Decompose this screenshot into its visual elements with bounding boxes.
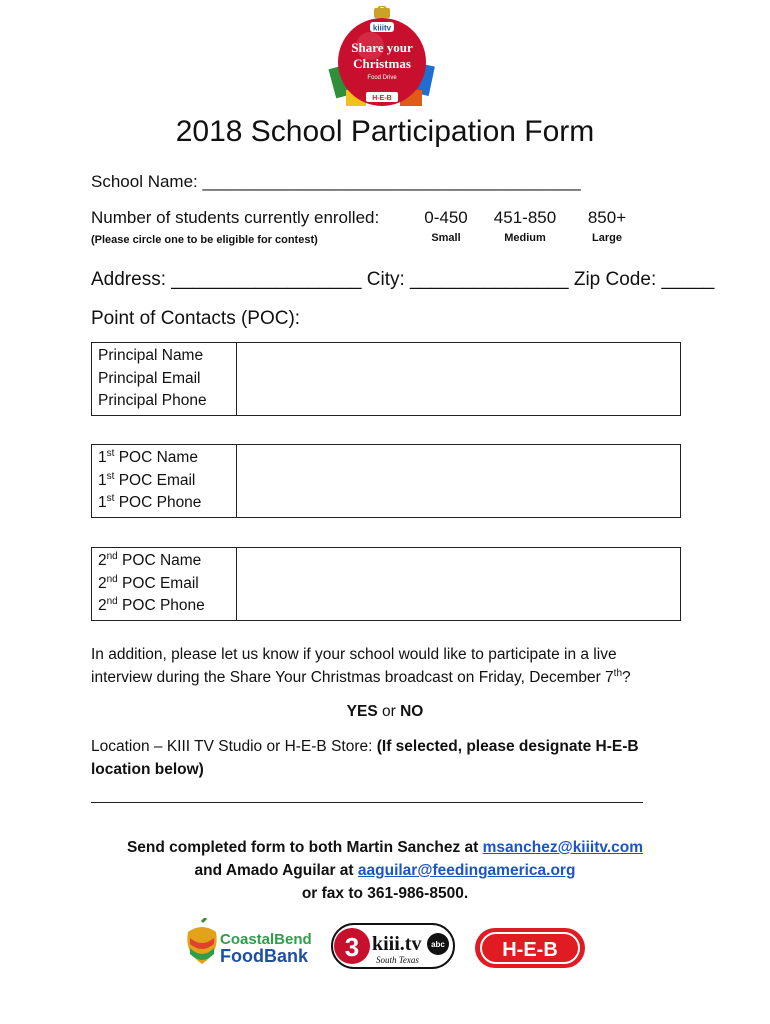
second-poc-table (91, 547, 681, 621)
kiii-name: kiii.tv (372, 933, 422, 955)
principal-email-label: Principal Email (98, 369, 201, 387)
principal-name-label: Principal Name (98, 347, 204, 364)
abc-logo-text: abc (431, 940, 445, 949)
svg-text:H-E-B: H-E-B (372, 95, 392, 102)
location-instruction: (If selected, please designate H-E-B (376, 738, 639, 755)
enrollment-size: Small (431, 232, 461, 244)
logo-text-line3: Food Drive (367, 75, 397, 81)
location-instruction-cont: location below) (91, 761, 204, 778)
first-poc-entry-field[interactable] (236, 445, 680, 518)
second-poc-entry-field[interactable] (236, 548, 680, 621)
coastal-bend-food-bank-logo (180, 918, 315, 980)
principal-phone-label: Principal Phone (98, 392, 207, 409)
enrollment-note: (Please circle one to be eligible for contest) (91, 234, 318, 246)
address-row (91, 268, 714, 292)
enrollment-size: Large (592, 232, 622, 244)
city-label: City: (366, 269, 405, 290)
enrollment-range: 850+ (587, 208, 627, 227)
foodbank-name-1: CoastalBend (220, 931, 312, 948)
logo-station-text: kiiitv (372, 23, 392, 33)
enrollment-option-large[interactable] (582, 207, 632, 244)
first-poc-email-label: 1st POC Email (98, 470, 196, 489)
first-poc-phone-label: 1st POC Phone (98, 492, 202, 511)
school-name-label: School Name: (91, 172, 198, 191)
share-your-christmas-logo (322, 6, 442, 118)
enrollment-label: Number of students currently enrolled: (91, 208, 380, 227)
address-blank[interactable]: __________________ (171, 269, 362, 290)
interview-paragraph (91, 643, 691, 689)
fax-text: or fax to 361-986-8500. (301, 885, 469, 902)
principal-entry-field[interactable] (237, 343, 681, 416)
principal-table (91, 342, 681, 416)
address-label: Address: (91, 269, 166, 290)
enrollment-size: Medium (504, 232, 546, 244)
second-poc-email-label: 2nd POC Email (98, 573, 199, 592)
location-text: Location – KIII TV Studio or H-E-B Store: (91, 738, 377, 755)
enrollment-range: 0-450 (424, 208, 468, 227)
school-name-blank[interactable]: ________________________________________ (202, 172, 581, 191)
kiiitv-logo (330, 918, 458, 974)
location-entry-line[interactable] (91, 802, 643, 803)
second-poc-phone-label: 2nd POC Phone (98, 595, 205, 614)
email-link-msanchez[interactable]: msanchez@kiiitv.com (482, 839, 644, 856)
send-instructions: Send completed form to both Martin Sanchez at msanchez@kiiitv.com and Amado Aguilar at aaguilar@feedingamerica.org or fax to 361-986-8500. (0, 836, 770, 905)
yes-no-choice (0, 700, 770, 723)
heb-logo (473, 926, 587, 970)
kiii-subtitle: South Texas (376, 955, 419, 965)
or-text: or (377, 703, 401, 720)
enrollment-range: 451-850 (493, 208, 557, 227)
kiii-channel-number: 3 (344, 932, 360, 962)
page-title: 2018 School Participation Form (175, 115, 595, 148)
foodbank-name-2: FoodBank (220, 946, 308, 966)
city-blank[interactable]: _______________ (410, 269, 569, 290)
enrollment-option-small[interactable] (420, 207, 472, 244)
location-paragraph (91, 735, 691, 781)
heb-logo-text: H-E-B (502, 939, 558, 961)
email-link-aaguilar[interactable]: aaguilar@feedingamerica.org (357, 862, 576, 879)
second-poc-name-label: 2nd POC Name (98, 550, 202, 569)
first-poc-name-label: 1st POC Name (98, 447, 198, 466)
zip-blank[interactable]: _____ (661, 269, 715, 290)
interview-line2: interview during the Share Your Christmas broadcast on Friday, December 7th? (91, 667, 631, 686)
school-name-row (91, 171, 581, 193)
poc-heading: Point of Contacts (POC): (91, 308, 301, 329)
enrollment-option-medium[interactable] (490, 207, 560, 244)
zip-label: Zip Code: (573, 269, 657, 290)
logo-text-line1: Share your (351, 40, 413, 55)
interview-line1: In addition, please let us know if your school would like to participate in a live (91, 646, 617, 663)
logo-text-line2: Christmas (353, 56, 411, 71)
first-poc-table (91, 444, 681, 518)
yes-option[interactable]: YES (346, 703, 378, 720)
no-option[interactable]: NO (400, 703, 424, 720)
